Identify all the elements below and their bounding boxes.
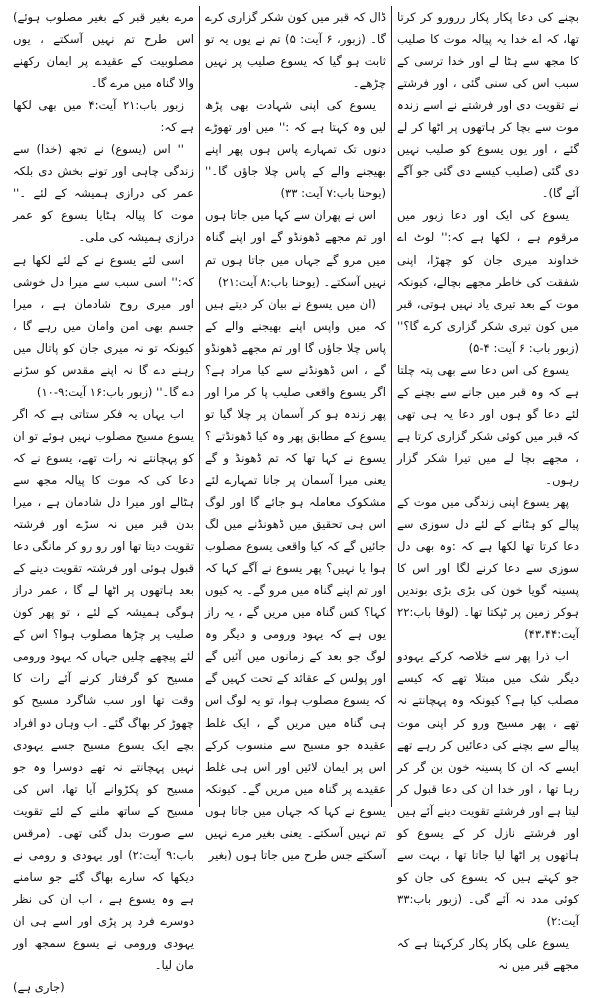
paragraph: بچنے کی دعا پکار پکار ررورو کر کرتا تھا، کہ اے خدا یہ پیالہ موت کا صلیب کا مجھ سے ہٹا لے اور خدا ترسی کے سبب اس کی سنی گئی ، اور فرشتے نے تقویت دی اور فرشتے نے اسے زندہ موت سے بچا کر ہاتھوں پر اٹھا کر لے گئے ، اور یوں یسوع کو صلیب نہیں دی گئی (صلیب کیسے دی گئی جو آگے آئے گا)۔ (397, 10, 579, 201)
continued-label: (جاری ہے) (13, 980, 65, 995)
column-middle (200, 6, 392, 862)
column-left (8, 6, 200, 995)
paragraph: پھر یسوع اپنی زندگی میں موت کے پیالے کو ہٹانے کے لئے دل سوزی سے دعا کرتا تھا لکھا ہے کہ :وہ بھی دل سوزی سے دعا کرنے لگا اور اس کا پسینہ گویا خون کی بڑی بڑی بوندیں ہوکر زمین پر ٹپکتا تھا۔ (لوقا باب:۲۲ آیت:۴۳،۴۴) (397, 495, 579, 642)
paragraph: یسوع علی پکار پکار کرکہتا ہے کہ مجھے قبر میں نہ (397, 935, 579, 973)
paragraph: یسوع کی ایک اور دعا زبور میں مرقوم ہے ، لکھا ہے کہ:'' لوٹ اے خداوند میری جان کو چھڑا، اپنی شفقت کی خاطر مجھے بچالے، کیونکہ موت کے بعد تیری یاد نہیں ہوتی، قبر میں کون تیری شکر گزاری کرے گا؟'' (زبور باب: ۶ آیت: ۴-۵) (397, 208, 579, 355)
paragraph: اب ذرا پھر سے خلاصہ کرکے یہودو دیگر شک میں مبتلا تھے کہ کیسے مصلب کیا ہے؟ کیونکہ وہ پہچانتے نہ تھے ، پھر مسیح ورو کر اپنی موت پیالے سے بچنے کی دعائیں کر رہے تھے ایسے کہ ان کا پسینہ خون بن گر کر رہا تھا ، اور خدا ان کی دعا قبول کر لیتا ہے اور فرشتے تقویت دینے آئے ہیں اور فرشتے نازل کر کے یسوع کو ہاتھوں پر اٹھا لیا جاتا تھا ، بہت سے جو کہتے ہیں کہ یسوع کی جان کو کوئی مدد نہ آئے گی۔ (زبور باب:۳۳ آیت:۲) (397, 649, 579, 928)
paragraph: '' اس (یسوع) نے تجھ (خدا) سے زندگی چاہی اور تونے بخش دی بلکہ عمر کی درازی ہمیشہ کے لئے ۔'' موت کا پیالہ ہٹایا یسوع کو عمر درازی ہمیشہ کی ملی۔ (13, 142, 194, 245)
paragraph: یسوع کی اپنی شہادت بھی پڑھ لیں وہ کہتا ہے کہ :'' میں اور تھوڑے دنوں تک تمہارے پاس ہوں پھر اپنے بھیجنے والے کے پاس چلا جاؤں گا۔'' (یوحنا باب:۷ آیت: ۳۳) (205, 98, 386, 201)
paragraph: اسی لئے یسوع نے کے لئے لکھا ہے کہ:'' اسی سبب سے میرا دل خوشی اور میری روح شادمان ہے ، میرا جسم بھی امن وامان میں رہے گا ، کیونکہ تو نہ میری جان کو پاتال میں رہنے دے گا نہ اپنے مقدس کو سڑنے دے گا۔'' (زبور باب:۱۶ آیت:۹-۱۰) (13, 252, 194, 399)
paragraph: زبور باب:۲۱ آیت:۴ میں بھی لکھا ہے کہ: (13, 98, 194, 135)
urdu-article-page (6, 6, 584, 995)
paragraph: اب یہاں یہ فکر ستاتی ہے کہ اگر یسوع مسیح مصلوب نہیں ہوئے تو ان کو پہچانتے نہ رات تھے، یسوع نے کہ دعا کی کہ موت کا پیالہ مجھ سے ہٹالے اور میرا دل شادمان ہے ، میرا بدن قبر میں نہ سڑے اور فرشتہ تقویت دیتا تھا اور رو رو کر مانگی دعا قبول ہوئی اور فرشتہ تقویت دینے کے بعد ہاتھوں پر اٹھا لے گا ، عمر دراز ہوگی ہمیشہ کے لئے ، تو پھر کون صلیب پر چڑھا مصلوب ہوا؟ اس کے لئے پیچھے چلیں جہاں کہ یہود ورومی مسیح کو گرفتار کرنے آئے رات کا وقت تھا اور سب شاگرد مسیح کو چھوڑ کر بھاگ گئے۔ اب وہاں دو افراد بچے ایک یسوع مسیح جسے یہودی نہیں پہچانتے نہ تھے دوسرا وہ جو مسیح کو پکڑوانے آیا تھا، اس کی مسیح کے ساتھ ملنے کے لئے تقویت سے صورت بدل گئی تھی۔ (مرقس باب:۹ آیت:۲) اور یہودی و رومی نے دیکھا کہ سارے بھاگ گئے جو سامنے ہے وہ یسوع ہے ، اب ان کی نظر دوسرے فرد پر پڑی اور اسے ہی ان یہودی ورومی نے یسوع سمجھ اور مان لیا۔ (13, 406, 194, 973)
paragraph: ڈال کہ قبر میں کون شکر گزاری کرے گا۔ (زبور، ۶ آیت: ۵) تم نے یوں یہ تو ثابت ہو گیا کہ یسوع صلیب پر نہیں چڑھے۔ (205, 10, 386, 91)
paragraph: یسوع کی اس دعا سے بھی پتہ چلتا ہے کہ وہ قبر میں جانے سے بچنے کے لئے دعا گو ہوں اور دعا یہ ہی تھی کہ قبر میں کوئی شکر گزاری کرتا ہے ، مجھے بچا لے میں تیرا شکر گزار رہوں۔ (397, 362, 579, 487)
paragraph: (ان میں یسوع نے بیان کر دیتے ہیں کہ میں واپس اپنے بھیجنے والے کے پاس چلا جاؤں گا اور تم مجھے ڈھونڈو گے ، اس ڈھونڈنے سے کیا مراد ہے؟ اگر یسوع واقعی صلیب پا کر مرا اور پھر زندہ ہو کر آسمان پر چلا گیا تو یسوع کے مطابق پھر وہ کیا ڈھونڈتے ؟ یسوع نے کہا تھا کہ تم ڈھونڈ و گے یعنی میرا آسمان پر جانا تمہارے لئے مشکوک معاملہ ہو جائے گا اور لوگ اس ہی تحقیق میں ڈھونڈنے میں لگ جائیں گے کہ کیا واقعی یسوع مصلوب ہوا یا نہیں؟ پھر یسوع نے آگے کہا کہ اور تم اپنے گناہ میں مرو گے۔ یہ کیوں کہا؟ کس گناہ میں مریں گے ، یہ راز یوں ہے کہ یہود ورومی و دیگر وہ لوگ جو بعد کے زمانوں میں آئیں گے اور پولس کے عقائد کے تحت کہیں گے کہ یسوع مصلوب ہوا، تو یہ لوگ اس ہی گناہ میں مریں گے ، ایک غلط عقیدہ جو مسیح سے منسوب کرکے اس پر ایمان لائیں اور اس ہی غلط عقیدے پر گناہ میں مریں گے۔ کیونکہ یسوع نے کہا کہ جہاں میں جاتا ہوں تم نہیں آسکتے۔ یعنی بغیر مرے نہیں آسکتے جس طرح میں جاتا ہوں (بغیر (205, 296, 386, 862)
column-right (392, 6, 584, 973)
paragraph: اس نے پھران سے کہا میں جاتا ہوں اور تم مجھے ڈھونڈو گے اور اپنے گناہ میں مرو گے جہاں میں جاتا ہوں تم نہیں آسکتے۔ (یوحنا باب:۸ آیت:۲۱) (205, 208, 386, 289)
paragraph: مرے بغیر قبر کے بغیر مصلوب ہوئے) اس طرح تم نہیں آسکتے ، یوں مصلوبیت کے عقیدے پر ایمان رکھنے والا گناہ میں مرے گا۔ (13, 10, 194, 91)
